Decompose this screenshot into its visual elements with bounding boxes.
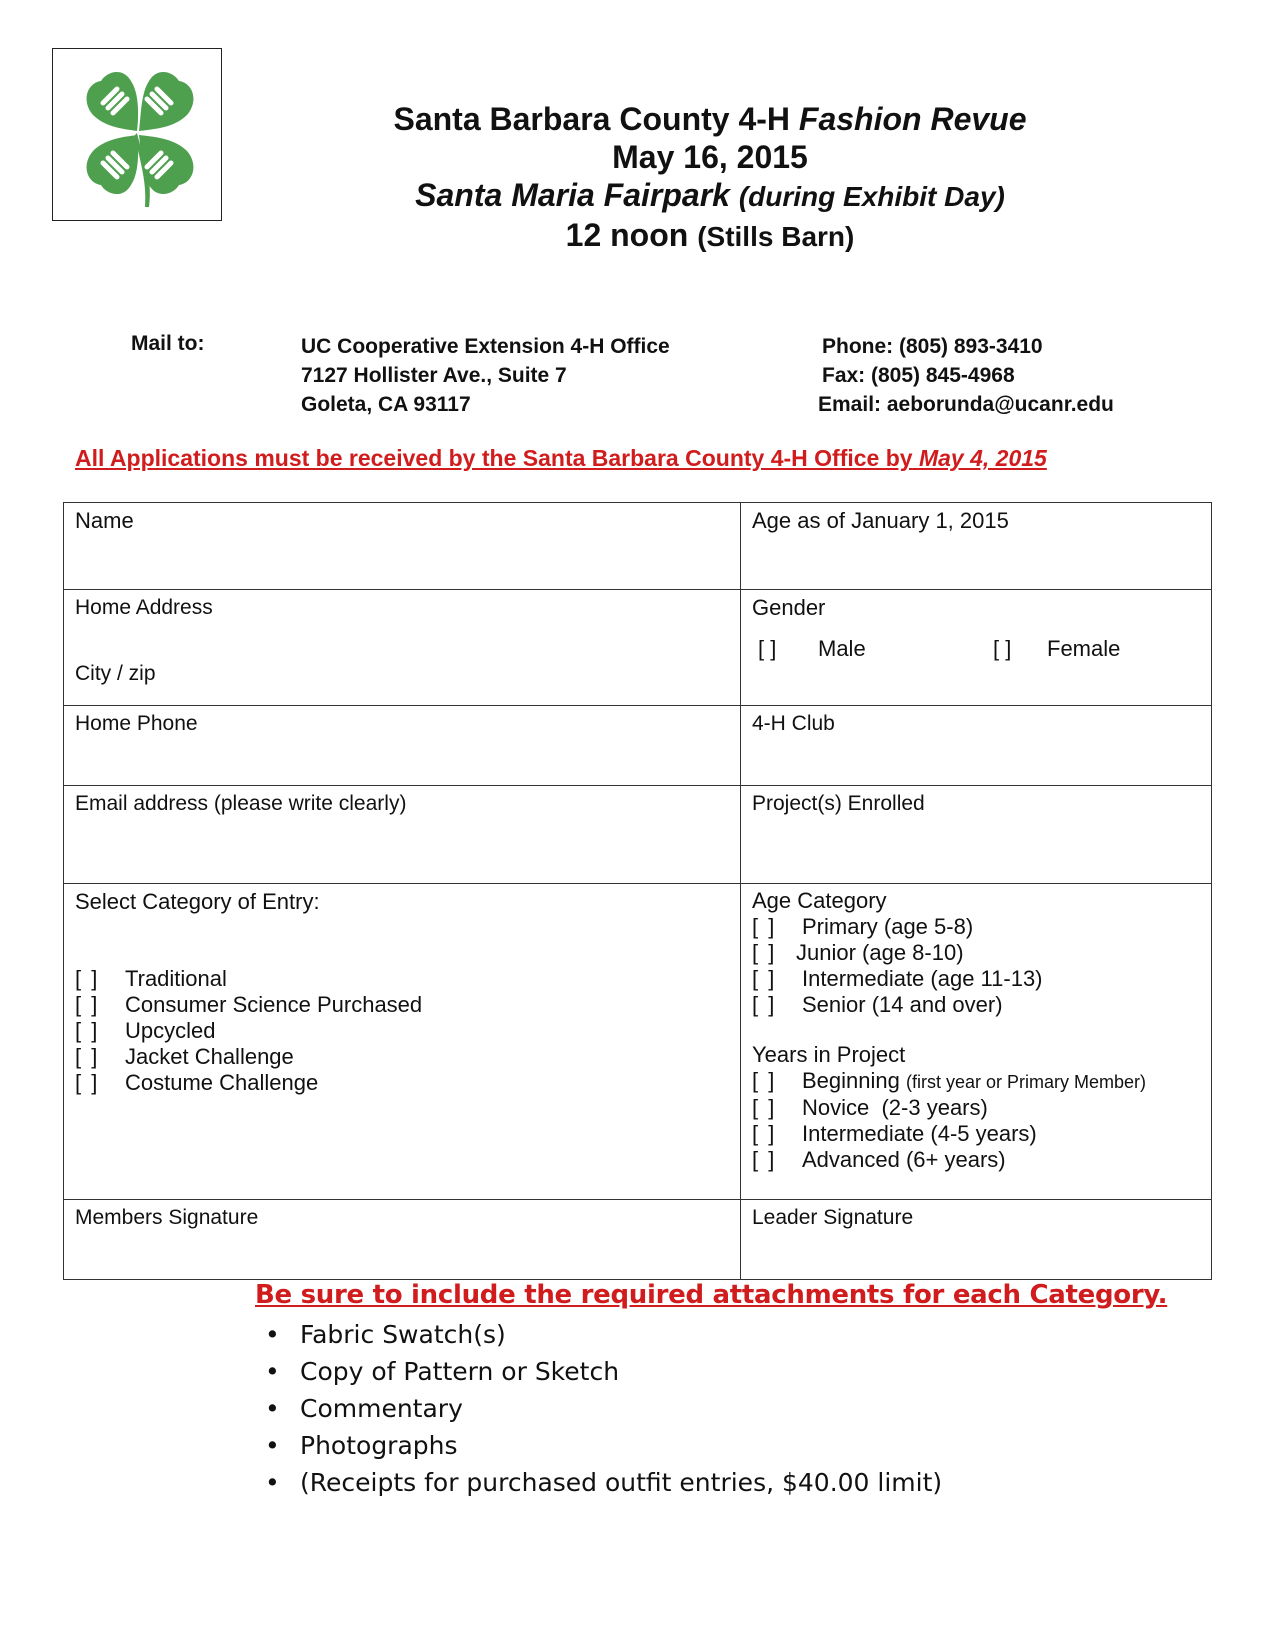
age-option[interactable]	[752, 966, 1200, 992]
home-phone-field[interactable]	[64, 706, 741, 786]
option-label: Upcycled	[125, 1018, 216, 1043]
list-item	[265, 1427, 942, 1464]
event-venue	[310, 176, 1110, 216]
option-label: Beginning	[802, 1068, 900, 1093]
item-text: (Receipts for purchased outfit entries, $40.00 limit)	[300, 1468, 943, 1497]
list-item	[265, 1316, 942, 1353]
option-label: Jacket Challenge	[125, 1044, 294, 1069]
option-note: (first year or Primary Member)	[906, 1072, 1147, 1092]
age-category-title: Age Category	[752, 888, 887, 913]
male-label: Male	[818, 636, 866, 661]
years-title: Years in Project	[752, 1042, 906, 1067]
mail-to-label: Mail to:	[131, 332, 205, 355]
event-header	[310, 100, 1110, 256]
item-text: Fabric Swatch(s)	[300, 1320, 506, 1349]
age-years-field	[741, 884, 1212, 1200]
checkbox[interactable]: [ ]	[75, 992, 100, 1017]
member-signature-label: Members Signature	[75, 1206, 259, 1229]
checkbox[interactable]: [ ]	[752, 1121, 777, 1146]
age-label: Age as of January 1, 2015	[752, 508, 1009, 533]
option-label: Primary (age 5-8)	[802, 914, 974, 939]
checkbox[interactable]: [ ]	[752, 992, 777, 1017]
checkbox[interactable]: [ ]	[752, 940, 777, 965]
title-text: Santa Barbara County 4-H	[393, 101, 791, 137]
email-field[interactable]	[64, 786, 741, 884]
bullet-icon: •	[265, 1394, 280, 1423]
email-label: Email address (please write clearly)	[75, 792, 407, 815]
venue-note: (during Exhibit Day)	[738, 181, 1005, 212]
event-time	[310, 216, 1110, 256]
mail-line-2: 7127 Hollister Ave., Suite 7	[301, 364, 567, 387]
contact-email: Email: aeborunda@ucanr.edu	[818, 393, 1114, 416]
category-option[interactable]	[75, 1044, 729, 1070]
category-options	[75, 966, 729, 1096]
checkbox[interactable]: [ ]	[75, 1044, 100, 1069]
category-option[interactable]	[75, 1018, 729, 1044]
category-entry-field	[64, 884, 741, 1200]
years-option[interactable]	[752, 1068, 1200, 1095]
contact-fax: Fax: (805) 845-4968	[822, 364, 1015, 387]
list-item	[265, 1390, 942, 1427]
age-option[interactable]	[752, 940, 1200, 966]
checkbox[interactable]: [ ]	[75, 1018, 100, 1043]
projects-label: Project(s) Enrolled	[752, 792, 925, 815]
male-checkbox[interactable]: [ ]	[758, 636, 777, 661]
member-signature-field[interactable]	[64, 1200, 741, 1280]
category-title: Select Category of Entry:	[75, 889, 320, 914]
checkbox[interactable]: [ ]	[752, 1147, 777, 1172]
bullet-icon: •	[265, 1431, 280, 1460]
checkbox[interactable]: [ ]	[75, 1070, 100, 1095]
leader-signature-label: Leader Signature	[752, 1206, 914, 1229]
item-text: Copy of Pattern or Sketch	[300, 1357, 620, 1386]
venue-name: Santa Maria Fairpark	[415, 177, 730, 213]
deadline-notice	[75, 445, 1047, 472]
checkbox[interactable]: [ ]	[752, 966, 777, 991]
option-label: Consumer Science Purchased	[125, 992, 423, 1017]
bullet-icon: •	[265, 1357, 280, 1386]
female-label: Female	[1047, 636, 1121, 661]
mail-line-1: UC Cooperative Extension 4-H Office	[301, 335, 670, 358]
projects-field[interactable]	[741, 786, 1212, 884]
category-option[interactable]	[75, 992, 729, 1018]
option-label: Intermediate (4-5 years)	[802, 1121, 1037, 1146]
city-zip-label: City / zip	[75, 662, 156, 685]
checkbox[interactable]: [ ]	[75, 966, 100, 991]
option-label: Traditional	[125, 966, 227, 991]
option-label: Junior (age 8-10)	[796, 940, 964, 965]
home-address-field[interactable]	[64, 590, 741, 706]
age-field[interactable]	[741, 503, 1212, 590]
title-italic: Fashion Revue	[798, 101, 1027, 137]
home-address-label: Home Address	[75, 596, 213, 619]
category-option[interactable]	[75, 1070, 729, 1096]
item-text: Photographs	[300, 1431, 458, 1460]
time-text: 12 noon	[565, 217, 689, 253]
home-phone-label: Home Phone	[75, 712, 198, 735]
years-option[interactable]	[752, 1121, 1200, 1147]
years-option[interactable]	[752, 1095, 1200, 1121]
name-field[interactable]	[64, 503, 741, 590]
age-option[interactable]	[752, 914, 1200, 940]
item-text: Commentary	[300, 1394, 463, 1423]
mail-address	[301, 332, 670, 419]
event-title	[310, 100, 1110, 138]
gender-field	[741, 590, 1212, 706]
female-checkbox[interactable]: [ ]	[993, 636, 1012, 661]
checkbox[interactable]: [ ]	[752, 914, 777, 939]
application-form	[63, 502, 1212, 1280]
bullet-icon: •	[265, 1468, 280, 1497]
option-label: Intermediate (age 11-13)	[802, 966, 1043, 991]
leader-signature-field[interactable]	[741, 1200, 1212, 1280]
mail-line-3: Goleta, CA 93117	[301, 393, 471, 416]
attachments-list	[265, 1316, 942, 1501]
option-label: Advanced (6+ years)	[802, 1147, 1006, 1172]
bullet-icon: •	[265, 1320, 280, 1349]
gender-options	[752, 636, 1200, 662]
checkbox[interactable]: [ ]	[752, 1068, 777, 1093]
time-note: (Stills Barn)	[697, 221, 855, 252]
club-label: 4-H Club	[752, 712, 835, 735]
option-label: Costume Challenge	[125, 1070, 319, 1095]
deadline-date: May 4, 2015	[918, 445, 1047, 471]
years-option[interactable]	[752, 1147, 1200, 1173]
category-option[interactable]	[75, 966, 729, 992]
list-item	[265, 1353, 942, 1390]
checkbox[interactable]: [ ]	[752, 1095, 777, 1120]
club-field[interactable]	[741, 706, 1212, 786]
option-label: Novice (2-3 years)	[802, 1095, 988, 1120]
4-h-clover-icon	[63, 59, 211, 209]
option-label: Senior (14 and over)	[802, 992, 1003, 1017]
contact-info	[818, 332, 1114, 419]
gender-label: Gender	[752, 595, 826, 620]
deadline-text: All Applications must be received by the Santa Barbara County 4-H Office by	[75, 445, 913, 471]
logo-box	[52, 48, 222, 221]
list-item	[265, 1464, 942, 1501]
name-label: Name	[75, 508, 134, 533]
age-option[interactable]	[752, 992, 1200, 1018]
event-date: May 16, 2015	[612, 139, 808, 175]
attachments-title: Be sure to include the required attachments for each Category.	[255, 1280, 1168, 1310]
contact-phone: Phone: (805) 893-3410	[822, 335, 1043, 358]
